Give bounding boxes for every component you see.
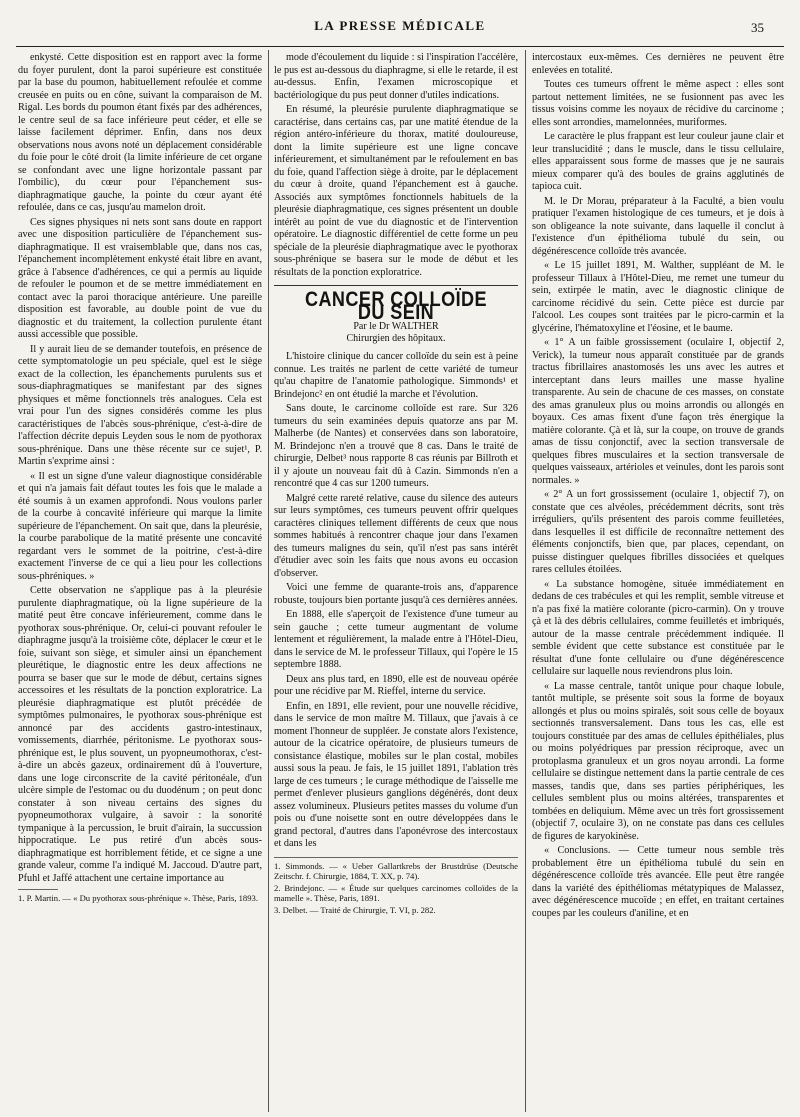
column-3 [532,52,784,1114]
paragraph: enkysté. Cette disposition est en rapport avec la forme du foyer purulent, dont la paroi supérieure est constituée par la base du poumon, habituellement refoulée et comme creusée en puits ou en cône, suivant la comparaison de M. Rigal. Les bords du poumon étant fixés par des adhérences, le centre seul de sa face inférieure peut céder, et elle se laisse facilement déprimer. Enfin, dans nos deux observations nous avons noté un déplacement considérable du foie pour le côté droit (la limite inférieure de cet organe se confondant avec une ligne horizontale passant par l'ombilic), du cœur pour l'épanchement sus-diaphragmatique gauche, la pointe du cœur ayant été refoulée, dans ce cas, jusqu'au mamelon droit. [18,52,262,213]
footnotes [18,893,262,904]
paragraph: « Conclusions. — Cette tumeur nous semble très probablement être un épithélioma tubulé du sein en dégénérescence colloïde très avancée. Elle peut être rangée dans la variété des épithéliomas métatypiques de Malassez, avec dégénérescence mucoïde ; en effet, en traitant certaines coupes par les couleurs d'aniline, et en [532,845,784,919]
paragraph: Cette observation ne s'applique pas à la pleurésie purulente diaphragmatique, où la ligne supérieure de la matité peut être concave inférieurement, comme dans le pyothorax sous-phrénique. Or, celui-ci pouvant refouler le diaphragme jusqu'à la troisième côte, déplacer le cœur et le foie, suivant son siège, et simuler ainsi un épanchement pleurétique, le diagnostic entre les deux affections ne pourra se baser que sur le mode de début, certains signes accessoires et les résultats de la ponction exploratrice. La pleurésie diaphragmatique est plutôt précédée de symptômes pulmonaires, le pyothorax sous-phrénique est annoncé par des accidents gastro-intestinaux, vomissements, diarrhée, péritonisme. Le pyothorax sous-phrénique est, le plus souvent, un pyopneumothorax, c'est-à-dire un abcès gazeux, ordinairement dû à l'ouverture, dans une loge circonscrite de la cavité péritonéale, d'un ulcère simple de l'estomac ou du duodénum ; on peut donc constater à son niveau certains des signes du pyopneumothorax vulgaire, à savoir : la sonorité tympanique à la percussion, le bruit d'airain, la succussion hippocratique. Le pus retiré d'un abcès sous-diaphragmatique est horriblement fétide, et ce signe a une grande valeur, comme l'a indiqué M. Jaccoud. D'autre part, Pfuhl et Jaffé attachent une certaine importance au [18,585,262,884]
paragraph: « Le 15 juillet 1891, M. Walther, suppléant de M. le professeur Tillaux à l'Hôtel-Dieu, me remet une tumeur du sein, extirpée le matin, avec le diagnostic clinique de carcinome récidivé du sein. Cette pièce est durcie par l'alcool. Les coupes sont traitées par le picro-carmin et la glycérine, l'hématoxyline et l'éosine, et le baume. [532,260,784,334]
paragraph: Deux ans plus tard, en 1890, elle est de nouveau opérée pour une récidive par M. Rieffel, interne du service. [274,673,518,697]
paragraph: M. le Dr Morau, préparateur à la Faculté, a bien voulu pratiquer l'examen histologique de ces tumeurs, et je dois à son obligeance la note suivante, dans laquelle il conclut à l'existence d'un épithélioma tubulé du sein, ou dégénérescence colloïde très avancée. [532,195,784,257]
column-2 [274,52,518,1114]
paragraph: Toutes ces tumeurs offrent le même aspect : elles sont partout nettement limitées, ne se fusionnent pas avec les tissus voisins comme les noyaux de récidive du carcinome ; elles sont arrondies, mamelonnées, muriformes. [532,79,784,128]
author-affiliation: Chirurgien des hôpitaux. [346,333,446,344]
paragraph: mode d'écoulement du liquide : si l'inspiration l'accélère, le pus est au-dessous du diaphragme, si elle le retarde, il est au-dessus. Enfin, l'examen microscopique et bactériologique du pus peut donner d'utiles indications. [274,52,518,101]
paragraph: Malgré cette rareté relative, cause du silence des auteurs sur leurs symptômes, ces tumeurs peuvent offrir quelques caractères cliniques tellement différents de ceux que nous sommes habitués à rencontrer chaque jour dans l'examen des tumeurs malignes du sein, qu'il n'est pas sans intérêt d'étudier avec soin les faits que nous avons eu occasion d'observer. [274,492,518,579]
paragraph: « La substance homogène, située immédiatement en dedans de ces trabécules et qui les remplit, semble vitreuse et n'a pas fixé la matière colorante (picro-carmin). On y trouve çà et là des débris cellulaires, comme feuilletés et imbriqués, autour de la masse centrale précédemment indiquée. Il semble évident que cette substance est constituée par le résultat d'une fonte cellulaire ou d'une dégénérescence cellulaire sur laquelle nous reviendrons plus loin. [532,578,784,677]
page-header [0,0,800,36]
column-divider-1 [268,50,269,1112]
paragraph: Voici une femme de quarante-trois ans, d'apparence robuste, toujours bien portante jusqu'à ces dernières années. [274,582,518,606]
byline [274,321,518,345]
paragraph: En résumé, la pleurésie purulente diaphragmatique se caractérise, dans certains cas, par une matité étendue de la région antéro-inférieure du thorax, matité douloureuse, dont la limite supérieure est une ligne concave inférieurement, et simultanément par le refoulement en bas du foie, quand l'affection siège à droite, par le déplacement du cœur à droite, quand l'épanchement est à gauche. Associés aux symptômes fonctionnels habituels de la pleurésie diaphragmatique, ces signes présentent un double intérêt au point de vue du diagnostic et de l'intervention opératoire. Le diagnostic différentiel de cette forme un peu spéciale de la pleurésie diaphragmatique avec le pyothorax sous-phrénique se basera sur le mode de début et les résultats de la ponction exploratrice. [274,104,518,278]
paragraph: intercostaux eux-mêmes. Ces dernières ne peuvent être enlevées en totalité. [532,52,784,76]
paragraph: En 1888, elle s'aperçoit de l'existence d'une tumeur au sein gauche ; cette tumeur augmentant de volume lentement et régulièrement, la malade entre à l'Hôtel-Dieu, dans le service de M. le professeur Tillaux, qui l'opère le 15 septembre 1888. [274,609,518,670]
paragraph: Sans doute, le carcinome colloïde est rare. Sur 326 tumeurs du sein examinées depuis quatorze ans par M. Malherbe (de Nantes) et conservées dans son laboratoire, M. Brindejonc n'en a trouvé que 8 cas. Dans le traité de chirurgie, Delbet³ nous rapporte 8 cas réunis par Billroth et il y ajoute un nouveau fait dû à Cazin. Simmonds n'en a rencontré que 4 cas sur 1200 tumeurs. [274,403,518,489]
header-rule [16,46,784,47]
footnote-separator [18,889,58,890]
paragraph: Le caractère le plus frappant est leur couleur jaune clair et leur translucidité ; dans le muscle, dans le tissu cellulaire, elles apparaissent sous forme de masses que je ne saurais mieux comparer qu'à des boules de grains agglutinés de tapioca cuit. [532,131,784,192]
paragraph: « 1° A un faible grossissement (oculaire I, objectif 2, Verick), la tumeur nous apparaît constituée par de grands tractus fibrillaires anastomosés les uns avec les autres et interceptant dans leurs mailles une masse hyaline transparente. Au sein de chacune de ces masses, on constate des amas granuleux plus ou moins arrondis ou allongés en boyaux. Ces amas fixent d'une façon très énergique la matière colorante. Çà et là, sur la coupe, on trouve de grands amas de tissu conjonctif, avec la section transversale de quelques fibres musculaires et la section transversale de quelques vaisseaux, artérioles et veinules, dont les parois sont normales. » [532,337,784,486]
article-title: CANCER COLLOÏDE DU SEIN [304,288,488,324]
paragraph: L'histoire clinique du cancer colloïde du sein est à peine connue. Les traités ne parlent de cette variété de tumeur qu'au chapitre de l'anatomie pathologique. Simmonds¹ et Brindejonc² en ont étudié la marche et l'évolution. [274,351,518,400]
paragraph: Il y aurait lieu de se demander toutefois, en présence de cette symptomatologie un peu spéciale, quel est le siège exact de la collection, les épanchements purulents sus et sous-diaphragmatiques se manifestant par des signes physiques et même fonctionnels très analogues. Cela est vrai pour l'un des signes considérés comme les plus caractéristiques de l'abcès sous-phrénique, c'est-à-dire de l'affection décrite depuis Leyden sous le nom de pyothorax sous-phrénique. Dans une thèse récente sur ce sujet¹, P. Martin s'exprime ainsi : [18,343,262,467]
footnote: 1. P. Martin. — « Du pyothorax sous-phrénique ». Thèse, Paris, 1893. [18,893,258,903]
footnotes [274,857,518,916]
paragraph: « La masse centrale, tantôt unique pour chaque lobule, tantôt multiple, se présente soit sous la forme de boyaux allongés et plus ou moins spiralés, soit sous celle de boyaux sectionnés transversalement. Dans tous les cas, elle est toujours constituée par des amas de cellules épithéliales, plus ou moins polyédriques par pression réciproque, avec un protoplasma granuleux et un gros noyau arrondi. La forme cellulaire se distingue nettement dans la partie centrale de ces masses, tandis que, dans ses parties périphériques, les cellules semblent plus ou moins altérées, transparentes et tombées en deliquium. Même avec un très fort grossissement (objectif 7, oculaire 3), on ne constate pas dans ces cellules de figures de karyokinèse. [532,680,784,842]
paragraph: « 2° A un fort grossissement (oculaire 1, objectif 7), on constate que ces alvéoles, précédemment décrits, sont très irréguliers, qu'ils présentent des parois comme feuilletées, dans lesquelles il est difficile de reconnaître nettement des éléments conjonctifs, bien que, par places, cependant, on puisse distinguer quelques fibrilles dissociées et quelques rares cellules étoilées. [532,489,784,575]
footnote: 3. Delbet. — Traité de Chirurgie, T. VI, p. 282. [274,904,436,915]
footnote: 2. Brindejonc. — « Étude sur quelques carcinomes colloïdes de la mamelle ». Thèse, Paris, 1891. [274,882,518,903]
footnote: 1. Simmonds. — « Ueber Gallartkrebs der Brustdrüse (Deutsche Zeitschr. f. Chirurgie, 1884, T. XX, p. 74). [274,860,518,881]
paragraph: Ces signes physiques ni nets sont sans doute en rapport avec une disposition particulière de l'épanchement sus-diaphragmatique. Il est vraisemblable que, dans nos cas, l'épanchement incomplètement enkysté était libre en avant, grâce à l'absence d'adhérences, ce qui a permis au liquide de refouler le poumon et de se mettre immédiatement en contact avec la paroi thoracique antérieure. Une pareille disposition est favorable, au double point de vue du diagnostic et du traitement, la collection purulente étant aussi accessible que possible. [18,216,262,340]
section-rule [274,285,518,286]
paragraph: « Il est un signe d'une valeur diagnostique considérable et qui n'a jamais fait défaut toutes les fois que le malade a été soumis à un examen approfondi. Nous voulons parler de la courbe à concavité inférieure qui marque la limite supérieure de l'épanchement. On sait que, dans la pleurésie, la courbe parabolique de la matité présente une concavité regardant vers le sommet de la poitrine, c'est-à-dire exactement l'inverse de ce qui a lieu pour les collections sous-phréniques. » [18,470,262,582]
column-divider-2 [525,50,526,1112]
journal-title: LA PRESSE MÉDICALE [314,18,486,33]
column-1 [18,52,262,1114]
author: Par le Dr WALTHER [353,321,439,332]
paragraph: Enfin, en 1891, elle revient, pour une nouvelle récidive, dans le service de mon maître M. Tillaux, que j'avais à ce moment l'honneur de suppléer. Je constate alors l'existence, autour de la cicatrice opératoire, de plusieurs tumeurs de consistance élastique, mobiles sur le plan costal, mobiles aussi sous la peau. Je fais, le 15 juillet 1891, l'ablation très large de ces tumeurs ; le curage méthodique de l'aisselle me permet d'enlever plusieurs ganglions dégénérés, dont deux assez volumineux. Plusieurs petites masses du volume d'un pois ou d'une noisette sont en outre développées dans le grand pectoral, d'autres dans l'aponévrose des intercostaux et dans les [274,700,518,849]
page-number: 35 [751,20,764,35]
